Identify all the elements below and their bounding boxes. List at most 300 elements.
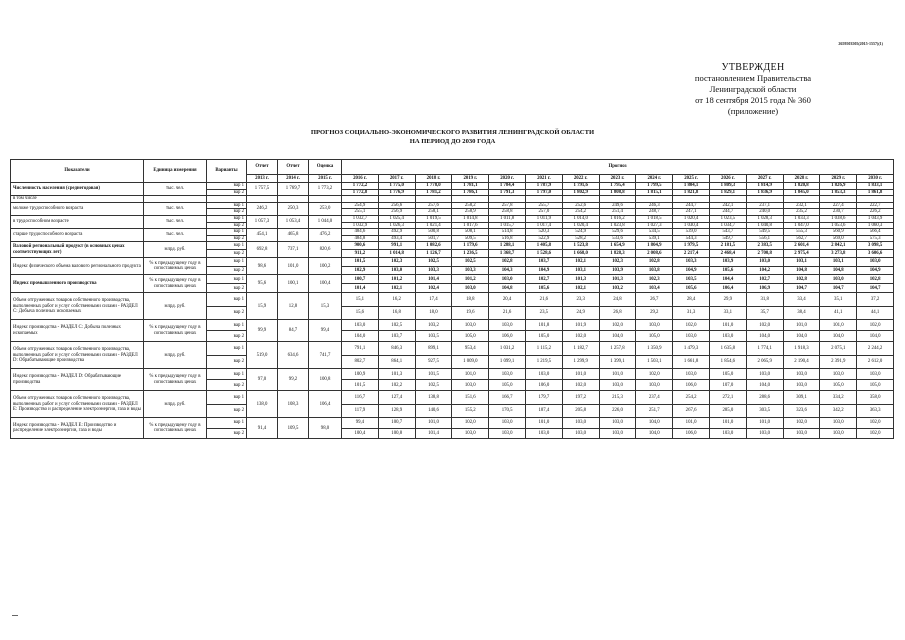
forecast-value-cell: 100,9 [342, 369, 379, 380]
forecast-value-cell: 103,1 [783, 258, 820, 267]
forecast-value-cell: 100,4 [342, 428, 379, 439]
forecast-value-cell: 103,0 [378, 266, 415, 275]
forecast-value-cell: 197,2 [562, 391, 599, 405]
forecast-value-cell: 1 775,0 [378, 183, 415, 190]
forecast-value-cell: 18,8 [452, 293, 489, 307]
forecast-value-cell: 1 979,5 [673, 242, 710, 250]
forecast-value-cell: 1 011,8 [489, 215, 526, 222]
forecast-value-cell: 102,0 [857, 428, 894, 439]
forecast-value-cell: 103,0 [746, 258, 783, 267]
forecast-value-cell: 251,7 [636, 404, 673, 418]
forecast-value-cell: 101,4 [342, 284, 379, 293]
forecast-value-cell: 500,8 [415, 229, 452, 236]
variant-cell: вар 2 [207, 235, 247, 242]
forecast-value-cell: 18,0 [415, 306, 452, 320]
forecast-value-cell: 102,0 [452, 418, 489, 429]
forecast-value-cell: 1 781,2 [415, 189, 452, 196]
forecast-value-cell: 101,5 [415, 369, 452, 380]
header-year: 2020 г. [489, 175, 526, 183]
forecast-value-cell: 255,7 [525, 202, 562, 209]
forecast-value-cell: 101,5 [342, 380, 379, 391]
header-report: Отчет [247, 160, 278, 175]
forecast-value-cell: 846,3 [378, 342, 415, 356]
forecast-value-cell: 1 053,6 [820, 222, 857, 229]
forecast-value-cell: 1 918,3 [783, 342, 820, 356]
forecast-value-cell: 254,2 [673, 391, 710, 405]
empty-cell [709, 196, 746, 203]
forecast-value-cell: 258,9 [452, 209, 489, 216]
variant-cell: вар 2 [207, 266, 247, 275]
forecast-value-cell: 103,0 [489, 428, 526, 439]
forecast-value-cell: 103,0 [820, 428, 857, 439]
forecast-value-cell: 1 479,3 [673, 342, 710, 356]
forecast-value-cell: 899,1 [415, 342, 452, 356]
empty-cell [525, 196, 562, 203]
header-year: 2015 г. [309, 175, 342, 183]
forecast-value-cell: 1 791,6 [562, 183, 599, 190]
forecast-value-cell: 105,0 [636, 331, 673, 342]
forecast-value-cell: 2 842,1 [820, 242, 857, 250]
forecast-value-cell: 205,8 [562, 404, 599, 418]
forecast-value-cell: 116,7 [342, 391, 379, 405]
forecast-value-cell: 267,6 [673, 404, 710, 418]
forecast-value-cell: 101,5 [342, 258, 379, 267]
forecast-value-cell: 1 668,0 [562, 250, 599, 258]
forecast-value-cell: 1 017,6 [452, 222, 489, 229]
forecast-value-cell: 342,2 [820, 404, 857, 418]
forecast-value-cell: 1 038,6 [820, 215, 857, 222]
variant-cell: вар 2 [207, 380, 247, 391]
forecast-value-cell: 103,0 [783, 369, 820, 380]
variant-cell: вар 1 [207, 183, 247, 190]
header-year: 2029 г. [820, 175, 857, 183]
forecast-value-cell: 1 043,9 [857, 215, 894, 222]
forecast-value-cell: 38,4 [783, 306, 820, 320]
forecast-value-cell: 492,9 [378, 229, 415, 236]
forecast-value-cell: 101,3 [378, 369, 415, 380]
forecast-value-cell: 105,0 [489, 380, 526, 391]
forecast-value-cell: 1 399,1 [599, 355, 636, 369]
table-row [11, 320, 894, 331]
forecast-value-cell: 1 219,5 [525, 355, 562, 369]
forecast-value-cell: 1 028,3 [746, 215, 783, 222]
forecast-value-cell: 103,0 [673, 331, 710, 342]
base-value-cell: 737,1 [278, 242, 309, 258]
forecast-value-cell: 102,4 [415, 284, 452, 293]
forecast-value-cell: 1 815,1 [636, 189, 673, 196]
header-unit: Единица измерения [144, 160, 207, 183]
forecast-table [10, 159, 894, 439]
forecast-value-cell: 1 821,8 [673, 189, 710, 196]
forecast-value-cell: 106,0 [673, 428, 710, 439]
empty-cell [278, 196, 309, 203]
forecast-value-cell: 1 828,3 [599, 250, 636, 258]
forecast-value-cell: 1 014,8 [452, 215, 489, 222]
forecast-value-cell: 235,2 [783, 209, 820, 216]
forecast-value-cell: 104,4 [709, 275, 746, 284]
forecast-value-cell: 100,8 [378, 428, 415, 439]
header-year: 2025 г. [673, 175, 710, 183]
forecast-value-cell: 1 861,8 [857, 189, 894, 196]
forecast-value-cell: 1 808,8 [599, 189, 636, 196]
forecast-value-cell: 102,1 [562, 284, 599, 293]
forecast-value-cell: 1 772,2 [342, 183, 379, 190]
base-value-cell: 476,2 [309, 229, 342, 242]
forecast-value-cell: 1 047,0 [783, 222, 820, 229]
forecast-value-cell: 303,5 [746, 404, 783, 418]
base-value-cell: 100,1 [278, 275, 309, 293]
forecast-value-cell: 1 082,6 [415, 242, 452, 250]
forecast-value-cell: 103,1 [820, 258, 857, 267]
forecast-value-cell: 104,0 [636, 428, 673, 439]
forecast-value-cell: 104,0 [820, 331, 857, 342]
forecast-value-cell: 104,0 [746, 331, 783, 342]
unit-cell: % к предыдущему году в сопоставимых ценах [144, 275, 207, 293]
forecast-value-cell: 103,0 [562, 428, 599, 439]
forecast-value-cell: 991,1 [378, 242, 415, 250]
forecast-value-cell: 104,3 [489, 266, 526, 275]
forecast-value-cell: 103,7 [378, 331, 415, 342]
variant-cell: вар 1 [207, 242, 247, 250]
forecast-value-cell: 1 060,3 [857, 222, 894, 229]
table-row [11, 183, 894, 190]
base-value-cell: 1 044,0 [309, 215, 342, 228]
forecast-value-cell: 101,4 [415, 275, 452, 284]
indicator-label: Индекс физического объема валового регионального продукта [11, 258, 144, 275]
forecast-value-cell: 1 182,7 [562, 342, 599, 356]
forecast-value-cell: 103,7 [525, 258, 562, 267]
forecast-value-cell: 140,6 [415, 404, 452, 418]
forecast-value-cell: 102,9 [342, 266, 379, 275]
forecast-value-cell: 1 802,9 [562, 189, 599, 196]
forecast-value-cell: 911,2 [342, 250, 379, 258]
forecast-value-cell: 244,7 [709, 209, 746, 216]
table-row [11, 418, 894, 429]
unit-cell: % к предыдущему году в сопоставимых ценах [144, 258, 207, 275]
forecast-value-cell: 1 018,5 [636, 215, 673, 222]
forecast-value-cell: 103,0 [820, 418, 857, 429]
forecast-value-cell: 102,5 [452, 258, 489, 267]
base-value-cell: 100,4 [309, 275, 342, 293]
forecast-value-cell: 1 099,1 [489, 355, 526, 369]
forecast-value-cell: 103,0 [562, 418, 599, 429]
forecast-value-cell: 1 020,4 [562, 222, 599, 229]
forecast-value-cell: 103,0 [525, 428, 562, 439]
forecast-value-cell: 544,3 [673, 235, 710, 242]
forecast-value-cell: 1 784,4 [489, 183, 526, 190]
forecast-value-cell: 103,0 [857, 258, 894, 267]
forecast-value-cell: 104,8 [783, 266, 820, 275]
variant-cell: вар 2 [207, 331, 247, 342]
forecast-value-cell: 1 368,7 [489, 250, 526, 258]
indicator-label: Индекс производства - РАЗДЕЛ Е: Производство и распределение электроэнергии, газа и воды [11, 418, 144, 439]
forecast-value-cell: 524,9 [562, 229, 599, 236]
variant-cell: вар 1 [207, 342, 247, 356]
forecast-value-cell: 31,8 [746, 293, 783, 307]
forecast-value-cell: 102,1 [378, 284, 415, 293]
forecast-value-cell: 104,0 [783, 331, 820, 342]
unit-cell: тыс. чел. [144, 215, 207, 228]
forecast-value-cell: 179,7 [525, 391, 562, 405]
forecast-value-cell: 1 787,9 [525, 183, 562, 190]
forecast-value-cell: 1 236,5 [452, 250, 489, 258]
forecast-value-cell: 103,0 [636, 380, 673, 391]
forecast-value-cell: 1 845,0 [783, 189, 820, 196]
base-value-cell: 99,2 [278, 369, 309, 391]
unit-cell: млрд. руб. [144, 342, 207, 369]
forecast-value-cell: 102,0 [857, 320, 894, 331]
approval-line: постановлением Правительства [694, 73, 812, 83]
forecast-value-cell: 927,5 [415, 355, 452, 369]
forecast-value-cell: 255,1 [342, 209, 379, 216]
header-year: 2021 г. [525, 175, 562, 183]
base-value-cell: 84,7 [278, 320, 309, 342]
empty-cell [207, 196, 247, 203]
forecast-value-cell: 237,1 [746, 202, 783, 209]
forecast-value-cell: 1 661,8 [673, 355, 710, 369]
forecast-value-cell: 102,8 [857, 275, 894, 284]
approval-line: от 18 сентября 2015 года № 360 [695, 95, 811, 105]
forecast-value-cell: 103,0 [783, 380, 820, 391]
forecast-value-cell: 102,5 [415, 258, 452, 267]
forecast-value-cell: 166,7 [489, 391, 526, 405]
header-year: 2017 г. [378, 175, 415, 183]
forecast-value-cell: 2 700,8 [746, 250, 783, 258]
forecast-value-cell: 102,2 [378, 380, 415, 391]
forecast-value-cell: 1 791,3 [489, 189, 526, 196]
forecast-value-cell: 103,0 [452, 320, 489, 331]
forecast-value-cell: 1 014,8 [378, 250, 415, 258]
base-value-cell: 97,0 [247, 369, 278, 391]
forecast-value-cell: 1 017,4 [525, 222, 562, 229]
forecast-value-cell: 103,3 [415, 266, 452, 275]
base-value-cell: 1 053,4 [278, 215, 309, 228]
forecast-value-cell: 566,4 [857, 229, 894, 236]
forecast-value-cell: 2 065,9 [746, 355, 783, 369]
variant-cell: вар 2 [207, 250, 247, 258]
forecast-value-cell: 105,6 [525, 284, 562, 293]
unit-cell: млрд. руб. [144, 293, 207, 320]
forecast-value-cell: 170,5 [489, 404, 526, 418]
forecast-value-cell: 1 814,9 [746, 183, 783, 190]
forecast-value-cell: 1 799,5 [636, 183, 673, 190]
forecast-value-cell: 33,4 [783, 293, 820, 307]
forecast-value-cell: 102,1 [562, 258, 599, 267]
forecast-value-cell: 1 019,5 [415, 215, 452, 222]
base-value-cell: 98,0 [309, 418, 342, 439]
forecast-value-cell: 103,9 [599, 266, 636, 275]
forecast-value-cell: 1 774,1 [746, 342, 783, 356]
forecast-value-cell: 1 503,1 [636, 355, 673, 369]
forecast-value-cell: 103,0 [489, 369, 526, 380]
forecast-value-cell: 17,4 [415, 293, 452, 307]
forecast-value-cell: 549,7 [709, 235, 746, 242]
forecast-value-cell: 15,1 [342, 293, 379, 307]
forecast-value-cell: 101,0 [783, 320, 820, 331]
forecast-value-cell: 21,6 [525, 293, 562, 307]
forecast-value-cell: 103,0 [709, 428, 746, 439]
forecast-value-cell: 556,1 [746, 235, 783, 242]
unit-cell: % к предыдущему году в сопоставимых ценах [144, 369, 207, 391]
forecast-value-cell: 101,0 [709, 320, 746, 331]
forecast-value-cell: 1 033,3 [783, 215, 820, 222]
title-line: ПРОГНОЗ СОЦИАЛЬНО-ЭКОНОМИЧЕСКОГО РАЗВИТИЯ ЛЕНИНГРАДСКОЙ ОБЛАСТИ [310, 129, 595, 136]
forecast-value-cell: 103,0 [599, 428, 636, 439]
forecast-value-cell: 484,6 [342, 229, 379, 236]
forecast-value-cell: 2 217,4 [673, 250, 710, 258]
forecast-value-cell: 2 391,9 [820, 355, 857, 369]
forecast-value-cell: 103,0 [746, 369, 783, 380]
forecast-value-cell: 16,2 [378, 293, 415, 307]
forecast-value-cell: 1 635,8 [709, 342, 746, 356]
table-row [11, 369, 894, 380]
forecast-value-cell: 102,0 [636, 369, 673, 380]
base-value-cell: 519,0 [247, 342, 278, 369]
forecast-value-cell: 1 115,2 [525, 342, 562, 356]
forecast-value-cell: 103,0 [452, 284, 489, 293]
forecast-value-cell: 104,0 [857, 331, 894, 342]
base-value-cell: 1 757,5 [247, 183, 278, 196]
forecast-value-cell: 1 016,2 [599, 215, 636, 222]
table-row [11, 215, 894, 222]
forecast-value-cell: 2 075,1 [820, 342, 857, 356]
forecast-value-cell: 1 836,9 [746, 189, 783, 196]
indicator-label: Индекс промышленного производства [11, 275, 144, 293]
forecast-value-cell: 102,3 [378, 258, 415, 267]
base-value-cell: 465,8 [278, 229, 309, 242]
base-value-cell: 99,4 [309, 320, 342, 342]
forecast-value-cell: 103,0 [489, 418, 526, 429]
forecast-value-cell: 900,6 [342, 242, 379, 250]
forecast-value-cell: 257,6 [415, 202, 452, 209]
forecast-value-cell: 117,9 [342, 404, 379, 418]
document-title [0, 128, 905, 146]
base-value-cell: 108,3 [278, 391, 309, 418]
forecast-value-cell: 363,3 [857, 404, 894, 418]
forecast-value-cell: 539,0 [673, 229, 710, 236]
header-year: 2024 г. [636, 175, 673, 183]
forecast-value-cell: 103,0 [489, 275, 526, 284]
forecast-value-cell: 230,7 [820, 209, 857, 216]
forecast-value-cell: 104,0 [599, 331, 636, 342]
forecast-value-cell: 102,8 [636, 258, 673, 267]
base-value-cell: 1 057,3 [247, 215, 278, 228]
row-subheading: в том числе [11, 196, 144, 203]
forecast-value-cell: 272,1 [709, 391, 746, 405]
base-value-cell: 820,6 [309, 242, 342, 258]
variant-cell: вар 1 [207, 275, 247, 284]
forecast-value-cell: 155,2 [452, 404, 489, 418]
forecast-value-cell: 102,0 [783, 418, 820, 429]
forecast-value-cell: 2 975,4 [783, 250, 820, 258]
header-year: 2027 г. [746, 175, 783, 183]
empty-cell [309, 196, 342, 203]
forecast-value-cell: 222,7 [857, 202, 894, 209]
base-value-cell: 100,2 [309, 258, 342, 275]
forecast-value-cell: 1 829,1 [709, 189, 746, 196]
forecast-value-cell: 104,7 [783, 284, 820, 293]
forecast-value-cell: 105,0 [709, 369, 746, 380]
forecast-value-cell: 102,0 [562, 380, 599, 391]
forecast-value-cell: 1 031,2 [489, 342, 526, 356]
base-value-cell: 454,1 [247, 229, 278, 242]
forecast-value-cell: 101,0 [562, 369, 599, 380]
variant-cell: вар 2 [207, 209, 247, 216]
table-row [11, 275, 894, 284]
forecast-value-cell: 103,9 [709, 258, 746, 267]
forecast-value-cell: 2 181,5 [709, 242, 746, 250]
forecast-value-cell: 953,4 [452, 342, 489, 356]
forecast-value-cell: 2 190,4 [783, 355, 820, 369]
forecast-value-cell: 1 781,1 [452, 183, 489, 190]
forecast-value-cell: 1 011,9 [525, 215, 562, 222]
header-year: 2019 г. [452, 175, 489, 183]
forecast-value-cell: 247,1 [673, 209, 710, 216]
forecast-value-cell: 29,9 [709, 293, 746, 307]
forecast-value-cell: 246,3 [636, 202, 673, 209]
variant-cell: вар 1 [207, 202, 247, 209]
unit-cell: млрд. руб. [144, 391, 207, 418]
forecast-value-cell: 1 809,3 [709, 183, 746, 190]
forecast-value-cell: 103,0 [489, 320, 526, 331]
forecast-value-cell: 1 257,8 [599, 342, 636, 356]
forecast-value-cell: 100,7 [342, 275, 379, 284]
forecast-value-cell: 31,3 [673, 306, 710, 320]
forecast-value-cell: 103,0 [783, 428, 820, 439]
forecast-value-cell: 258,8 [489, 209, 526, 216]
forecast-value-cell: 104,8 [489, 284, 526, 293]
forecast-value-cell: 103,3 [452, 266, 489, 275]
forecast-value-cell: 244,7 [673, 202, 710, 209]
unit-cell: тыс. чел. [144, 202, 207, 215]
forecast-value-cell: 1 030,4 [673, 222, 710, 229]
forecast-value-cell: 227,4 [820, 202, 857, 209]
forecast-value-cell: 1 523,8 [562, 242, 599, 250]
forecast-value-cell: 101,0 [709, 418, 746, 429]
forecast-value-cell: 187,4 [525, 404, 562, 418]
forecast-value-cell: 24,9 [562, 306, 599, 320]
forecast-value-cell: 101,0 [452, 369, 489, 380]
forecast-value-cell: 1 015,7 [489, 222, 526, 229]
forecast-value-cell: 1 027,3 [636, 222, 673, 229]
indicator-label: Объем отгруженных товаров собственного производства, выполненных работ и услуг собственными силами - РАЗДЕЛ С: Добыча полезных ископаемых [11, 293, 144, 320]
variant-cell: вар 2 [207, 404, 247, 418]
forecast-value-cell: 23,3 [562, 293, 599, 307]
approval-line: (приложение) [727, 106, 779, 116]
forecast-value-cell: 533,6 [599, 235, 636, 242]
forecast-value-cell: 102,5 [378, 320, 415, 331]
forecast-value-cell: 101,0 [746, 418, 783, 429]
empty-cell [378, 196, 415, 203]
forecast-value-cell: 1 350,9 [636, 342, 673, 356]
forecast-value-cell: 102,7 [746, 275, 783, 284]
indicator-label: моложе трудоспособного возраста [11, 202, 144, 215]
empty-cell [415, 196, 452, 203]
forecast-value-cell: 106,4 [709, 284, 746, 293]
forecast-value-cell: 101,8 [525, 320, 562, 331]
empty-cell [783, 196, 820, 203]
base-value-cell: 95,6 [247, 275, 278, 293]
forecast-value-cell: 103,0 [636, 320, 673, 331]
forecast-value-cell: 215,3 [599, 391, 636, 405]
header-report: Отчет [278, 160, 309, 175]
forecast-value-cell: 1 020,4 [673, 215, 710, 222]
base-value-cell: 253,0 [309, 202, 342, 215]
forecast-value-cell: 102,0 [599, 320, 636, 331]
forecast-value-cell: 26,8 [599, 306, 636, 320]
base-value-cell: 106,4 [309, 391, 342, 418]
forecast-value-cell: 258,1 [415, 209, 452, 216]
